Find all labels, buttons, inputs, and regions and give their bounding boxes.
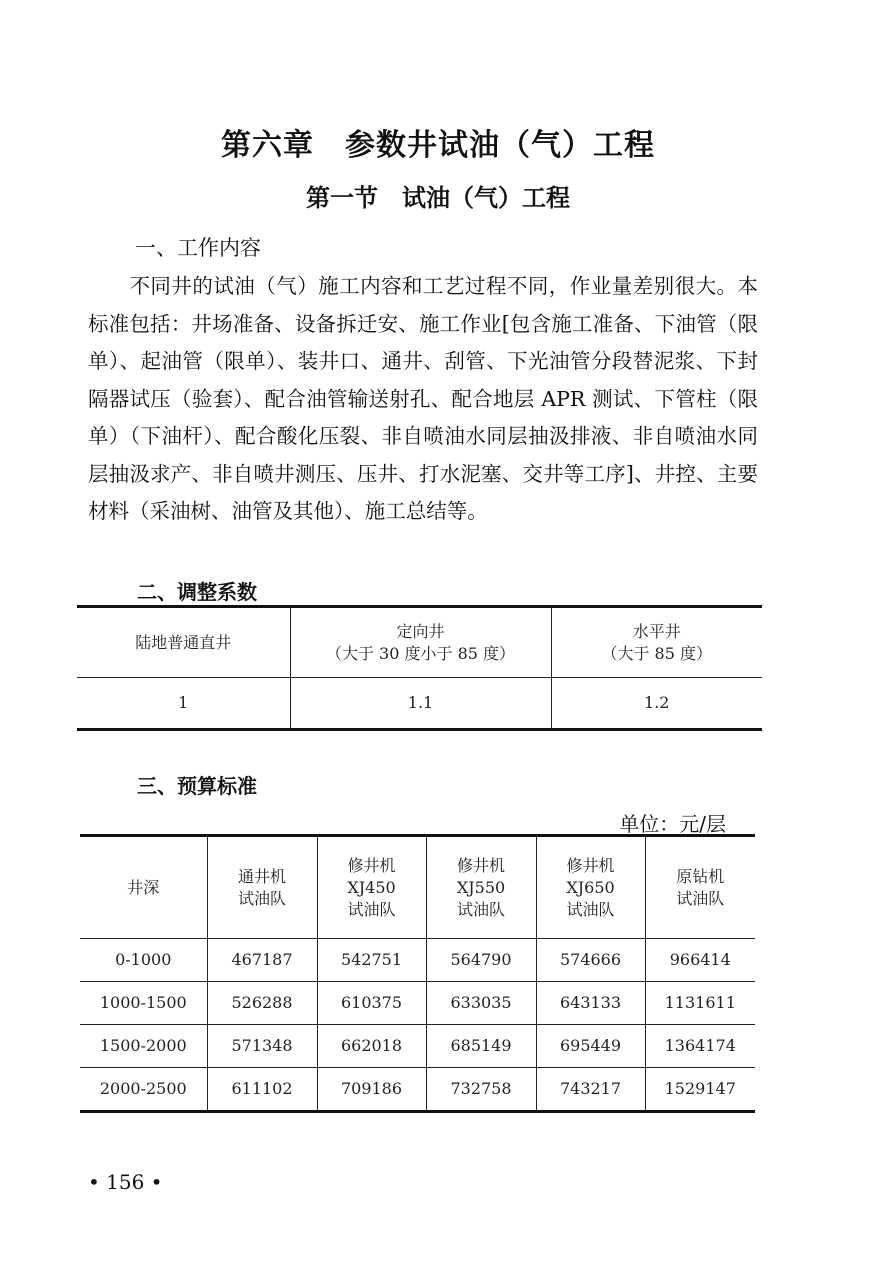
cost-cell: 574666 — [536, 939, 645, 982]
cost-cell: 564790 — [426, 939, 536, 982]
cost-cell: 732758 — [426, 1068, 536, 1112]
page-number: • 156 • — [88, 1170, 163, 1194]
unit-label: 单位：元/层 — [619, 812, 726, 836]
header-line: 试油队 — [456, 899, 505, 919]
section-title: 第一节 试油（气）工程 — [306, 184, 570, 212]
header-line: 修井机 — [456, 855, 505, 875]
adjustment-header-cell — [290, 607, 551, 678]
header-line: XJ450 — [347, 877, 396, 897]
cost-cell: 662018 — [317, 1025, 426, 1068]
adjustment-header-row — [77, 607, 762, 678]
cost-cell: 467187 — [207, 939, 317, 982]
header-line: 原钻机 — [676, 866, 725, 886]
header-line: （大于 30 度小于 85 度） — [325, 643, 516, 663]
adjustment-header-cell — [77, 607, 290, 678]
budget-body — [80, 939, 755, 1112]
cost-cell: 643133 — [536, 982, 645, 1025]
adjustment-value-cell: 1.2 — [551, 678, 762, 730]
cost-cell: 526288 — [207, 982, 317, 1025]
header-line: 陆地普通直井 — [135, 632, 232, 652]
cost-cell: 685149 — [426, 1025, 536, 1068]
chapter-title: 第六章 参数井试油（气）工程 — [221, 128, 655, 163]
budget-header-cell — [207, 836, 317, 939]
adjustment-value-cell: 1.1 — [290, 678, 551, 730]
adjustment-value-row — [77, 678, 762, 730]
cost-cell: 1131611 — [645, 982, 755, 1025]
cost-cell: 695449 — [536, 1025, 645, 1068]
header-line: 水平井 — [632, 621, 681, 641]
cost-cell: 633035 — [426, 982, 536, 1025]
header-line: 修井机 — [347, 855, 396, 875]
header-line: 试油队 — [347, 899, 396, 919]
cost-cell: 611102 — [207, 1068, 317, 1112]
header-line: 通井机 — [237, 866, 286, 886]
work-content-text: 不同井的试油（气）施工内容和工艺过程不同，作业量差别很大。本标准包括：井场准备、设备拆迁安、施工作业[包含施工准备、下油管（限单）、起油管（限单）、装井口、通井、刮管、下光油管分段替泥浆、下封隔器试压（验套）、配合油管输送射孔、配合地层 APR 测试、下管柱（限单）（下油杆）、配合酸化压裂、非自喷油水同层抽汲排液、非自喷油水同层抽汲求产、非自喷井测压、压井、打水泥塞、交井等工序]、井控、主要材料（采油树、油管及其他）、施工总结等。 — [88, 274, 758, 523]
cost-cell: 1364174 — [645, 1025, 755, 1068]
cost-cell: 709186 — [317, 1068, 426, 1112]
depth-cell: 1000-1500 — [80, 982, 207, 1025]
budget-header-cell — [536, 836, 645, 939]
work-content-paragraph — [88, 268, 758, 531]
adjustment-header-cell — [551, 607, 762, 678]
work-content-heading: 一、工作内容 — [135, 236, 261, 260]
budget-row — [80, 939, 755, 982]
header-line: 井深 — [127, 877, 160, 897]
header-line: 试油队 — [566, 899, 615, 919]
depth-cell: 0-1000 — [80, 939, 207, 982]
depth-cell: 1500-2000 — [80, 1025, 207, 1068]
cost-cell: 542751 — [317, 939, 426, 982]
budget-row — [80, 1068, 755, 1112]
budget-header-cell — [645, 836, 755, 939]
budget-header-cell — [426, 836, 536, 939]
budget-heading: 三、预算标准 — [137, 774, 257, 798]
header-line: XJ550 — [456, 877, 506, 897]
header-line: 试油队 — [237, 888, 286, 908]
cost-cell: 743217 — [536, 1068, 645, 1112]
adjustment-value-cell: 1 — [178, 693, 189, 712]
header-line: 试油队 — [676, 888, 725, 908]
budget-header-cell — [80, 836, 207, 939]
header-line: （大于 85 度） — [601, 643, 713, 663]
budget-header-row — [80, 836, 755, 939]
header-line: XJ650 — [566, 877, 615, 897]
header-line: 定向井 — [396, 621, 445, 641]
cost-cell: 1529147 — [645, 1068, 755, 1112]
cost-cell: 966414 — [645, 939, 755, 982]
budget-row — [80, 1025, 755, 1068]
depth-cell: 2000-2500 — [99, 1079, 187, 1098]
adjustment-table — [77, 605, 762, 731]
cost-cell: 571348 — [207, 1025, 317, 1068]
cost-cell: 610375 — [317, 982, 426, 1025]
budget-header-cell — [317, 836, 426, 939]
budget-table — [80, 834, 755, 1113]
budget-row — [80, 982, 755, 1025]
header-line: 修井机 — [566, 855, 615, 875]
adjustment-heading: 二、调整系数 — [137, 580, 257, 604]
